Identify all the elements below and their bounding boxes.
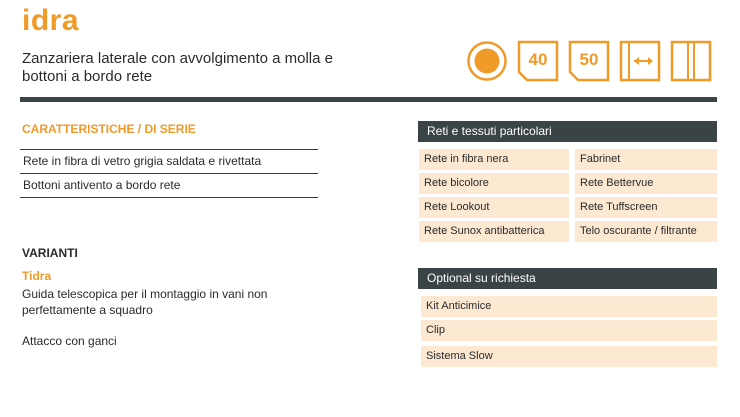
- list-item: Bottoni antivento a bordo rete: [20, 173, 318, 198]
- size-50-label: 50: [579, 50, 599, 69]
- lateral-arrows-icon: [619, 40, 661, 82]
- double-panel-icon: [670, 40, 712, 82]
- caratteristiche-heading: CARATTERISTICHE / DI SERIE: [22, 122, 196, 136]
- variant-description: Guida telescopica per il montaggio in vani non perfettamente a squadro: [22, 287, 268, 317]
- size-40-label: 40: [528, 50, 548, 69]
- reti-item: Rete Sunox antibatterica: [419, 221, 569, 242]
- circle-badge-icon: [466, 40, 508, 82]
- caratteristiche-list: [20, 149, 318, 198]
- optional-item: Sistema Slow: [421, 346, 717, 367]
- reti-heading: Reti e tessuti particolari: [418, 121, 717, 142]
- reti-item: Rete bicolore: [419, 173, 569, 194]
- size-40-icon: [517, 40, 559, 82]
- size-50-icon: [568, 40, 610, 82]
- product-subtitle: Zanzariera laterale con avvolgimento a molla e bottoni a bordo rete: [22, 50, 333, 85]
- reti-item: Rete Bettervue: [575, 173, 717, 194]
- optional-item: Kit Anticimice: [421, 296, 717, 317]
- reti-item: Fabrinet: [575, 149, 717, 170]
- reti-item: Rete Lookout: [419, 197, 569, 218]
- reti-item: Rete in fibra nera: [419, 149, 569, 170]
- reti-item: Rete Tuffscreen: [575, 197, 717, 218]
- varianti-heading: VARIANTI: [22, 246, 78, 260]
- optional-item: Clip: [421, 320, 717, 341]
- list-item: Rete in fibra di vetro grigia saldata e rivettata: [20, 149, 318, 173]
- reti-item: Telo oscurante / filtrante: [575, 221, 717, 242]
- variant-extra: Attacco con ganci: [22, 334, 117, 348]
- variant-name: Tidra: [22, 269, 52, 283]
- header-divider: [20, 97, 717, 102]
- optional-heading: Optional su richiesta: [418, 268, 717, 289]
- product-title: idra: [22, 4, 80, 37]
